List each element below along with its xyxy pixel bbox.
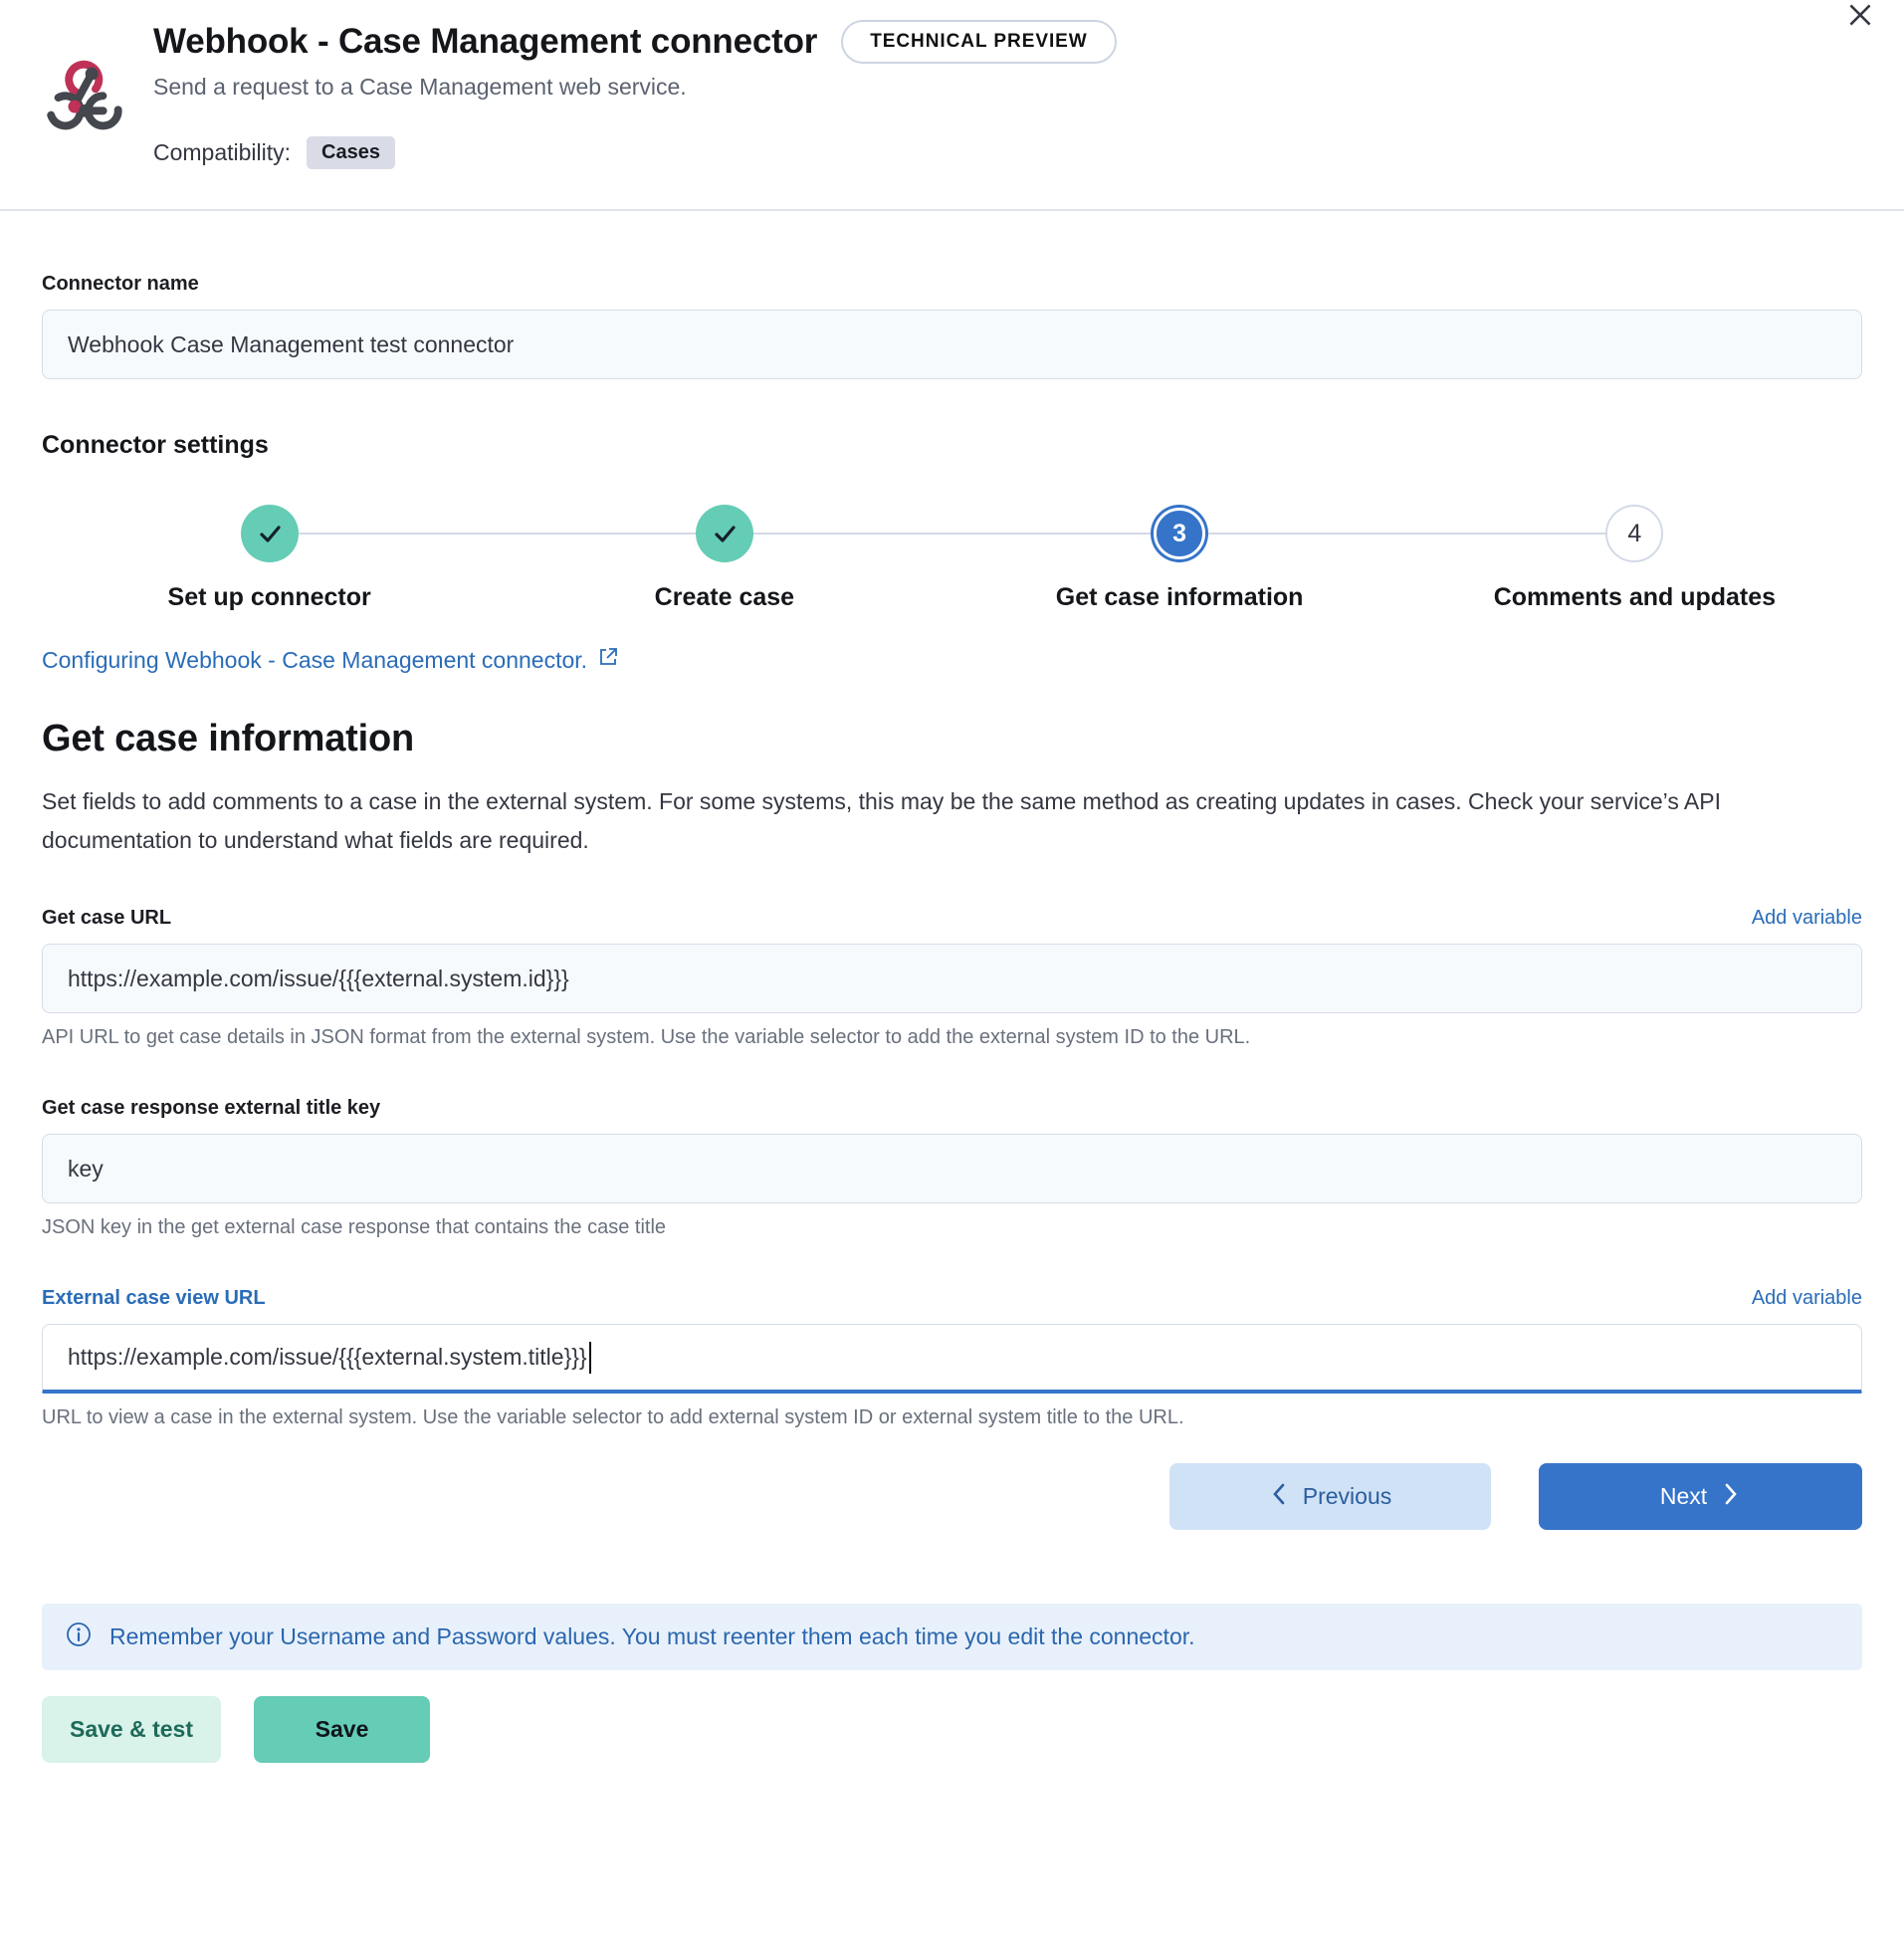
add-variable-button[interactable]: Add variable <box>1751 1287 1862 1310</box>
close-icon <box>1843 20 1877 35</box>
header-divider <box>0 209 1904 211</box>
save-and-test-button[interactable]: Save & test <box>42 1696 221 1763</box>
step-label: Comments and updates <box>1493 583 1777 611</box>
check-icon <box>696 505 753 562</box>
callout-text: Remember your Username and Password values. You must reenter them each time you edit the connector. <box>109 1623 1195 1650</box>
flyout-header <box>42 14 1862 169</box>
info-icon <box>66 1621 92 1652</box>
text-caret <box>589 1342 591 1374</box>
get-case-url-input[interactable] <box>42 944 1862 1013</box>
view-url-input[interactable]: https://example.com/issue/{{{external.system.title}}} <box>42 1324 1862 1394</box>
step-set-up-connector[interactable] <box>42 502 497 612</box>
previous-button[interactable]: Previous <box>1169 1463 1491 1530</box>
connector-name-input[interactable] <box>42 310 1862 379</box>
horizontal-steps <box>42 502 1862 612</box>
section-description: Set fields to add comments to a case in the external system. For some systems, this may be the same method as creating updates in cases. Check your service’s API documentation to understand what fields are required. <box>42 788 1722 853</box>
save-button[interactable]: Save <box>254 1696 430 1763</box>
configuration-doc-link[interactable]: Configuring Webhook - Case Management connector. <box>42 646 619 674</box>
compatibility-badge: Cases <box>307 136 395 169</box>
view-url-help: URL to view a case in the external system. Use the variable selector to add external system ID or external system title to the URL. <box>42 1406 1184 1429</box>
step-get-case-information[interactable] <box>952 502 1407 612</box>
chevron-left-icon <box>1269 1481 1289 1513</box>
credentials-callout <box>42 1604 1862 1670</box>
step-comments-and-updates[interactable] <box>1407 502 1862 612</box>
view-url-label: External case view URL <box>42 1287 266 1310</box>
check-icon <box>241 505 299 562</box>
add-variable-button[interactable]: Add variable <box>1751 907 1862 930</box>
connector-subtitle: Send a request to a Case Management web service. <box>153 74 687 100</box>
get-case-url-label: Get case URL <box>42 907 172 930</box>
section-heading: Get case information <box>42 718 414 759</box>
page-title: Webhook - Case Management connector <box>153 22 818 61</box>
webhook-icon <box>42 54 127 139</box>
tech-preview-badge: TECHNICAL PREVIEW <box>841 20 1116 64</box>
compatibility-label: Compatibility: <box>153 139 292 165</box>
step-label: Get case information <box>1055 583 1304 611</box>
step-connector-line <box>269 533 1635 535</box>
step-label: Set up connector <box>167 583 371 611</box>
step-number: 3 <box>1154 508 1205 559</box>
get-case-url-help: API URL to get case details in JSON format from the external system. Use the variable selector to add the external system ID to the URL. <box>42 1026 1251 1049</box>
next-button[interactable]: Next <box>1539 1463 1862 1530</box>
step-label: Create case <box>654 583 795 611</box>
close-button[interactable] <box>1838 0 1882 38</box>
title-key-label: Get case response external title key <box>42 1097 381 1120</box>
connector-name-label: Connector name <box>42 273 199 295</box>
chevron-right-icon <box>1721 1481 1741 1513</box>
step-create-case[interactable] <box>497 502 952 612</box>
step-number: 4 <box>1605 505 1663 562</box>
title-key-help: JSON key in the get external case response that contains the case title <box>42 1216 667 1239</box>
external-link-icon <box>597 646 619 674</box>
title-key-input[interactable] <box>42 1134 1862 1203</box>
connector-settings-heading: Connector settings <box>42 431 269 459</box>
